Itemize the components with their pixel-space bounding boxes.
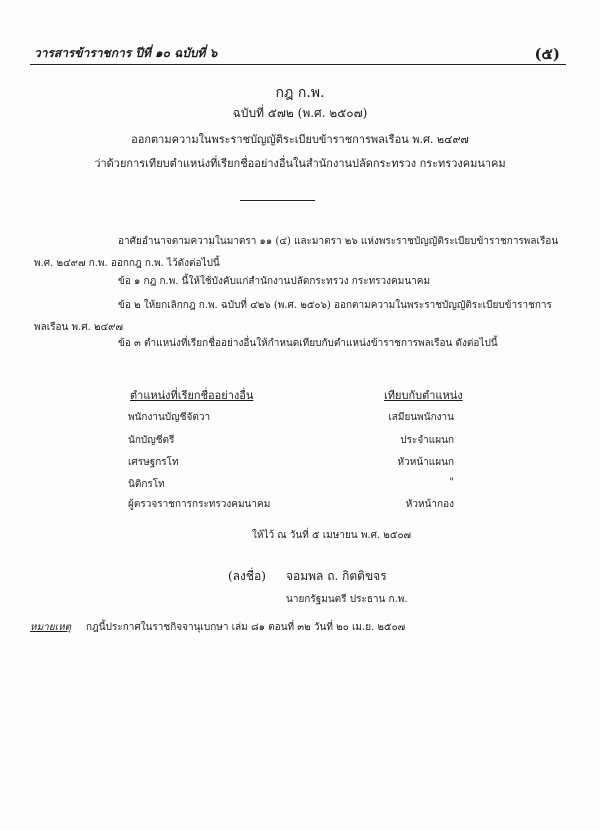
note-label: หมายเหตุ [30,622,72,633]
table-row-right: เสมียนพนักงาน [388,412,454,423]
table-row-right: หัวหน้าแผนก [397,457,454,468]
signed-label: (ลงชื่อ) [228,569,266,583]
signer-name: จอมพล ถ. กิตติขจร [286,569,387,583]
page-number: (๕) [534,45,560,63]
article-2-line1: ข้อ ๒ ให้ยกเลิกกฎ ก.พ. ฉบับที่ ๔๒๖ (พ.ศ. ๒๕๐๖) ออกตามความในพระราชบัญญัติระเบียบข้าราชการ [118,300,552,311]
note-text: กฎนี้ประกาศในราชกิจจานุเบกษา เล่ม ๘๑ ตอนที่ ๓๒ วันที่ ๒๐ เม.ย. ๒๕๐๗ [86,622,406,633]
table-row-right: " [449,477,454,488]
table-row-left: นิติกรโท [128,479,165,490]
regulation-subject-line2: ว่าด้วยการเทียบตำแหน่งที่เรียกชื่ออย่างอื่นในสำนักงานปลัดกระทรวง กระทรวงคมนาคม [94,157,506,170]
article-2-line2: พลเรือน พ.ศ. ๒๔๙๗ [34,322,124,333]
journal-header: วารสารข้าราชการ ปีที่ ๑๐ ฉบับที่ ๖ [34,46,218,60]
table-header-left: ตำแหน่งที่เรียกชื่ออย่างอื่น [130,389,254,402]
preamble-line1: อาศัยอำนาจตามความในมาตรา ๑๑ (๔) และมาตรา ๒๖ แห่งพระราชบัญญัติระเบียบข้าราชการพลเรือน [118,236,559,247]
title-divider [240,200,315,201]
table-header-right: เทียบกับตำแหน่ง [384,389,463,402]
table-row-left: นักบัญชีตรี [128,435,175,446]
signer-title: นายกรัฐมนตรี ประธาน ก.พ. [286,594,408,605]
given-date: ให้ไว้ ณ วันที่ ๕ เมษายน พ.ศ. ๒๕๐๗ [252,530,412,541]
table-row-left: เศรษฐกรโท [128,457,179,468]
regulation-number: ฉบับที่ ๕๗๒ (พ.ศ. ๒๕๐๗) [232,106,368,120]
regulation-title: กฎ ก.พ. [275,85,325,101]
regulation-subject-line1: ออกตามความในพระราชบัญญัติระเบียบข้าราชการพลเรือน พ.ศ. ๒๔๙๗ [131,133,469,146]
preamble-line2: พ.ศ. ๒๔๙๗ ก.พ. ออกกฎ ก.พ. ไว้ดังต่อไปนี้ [34,258,220,269]
article-1: ข้อ ๑ กฎ ก.พ. นี้ให้ใช้บังคับแก่สำนักงานปลัดกระทรวง กระทรวงคมนาคม [118,276,431,287]
table-row-right: หัวหน้ากอง [405,499,454,510]
table-row-left: พนักงานบัญชีจัตวา [128,412,211,423]
article-3: ข้อ ๓ ตำแหน่งที่เรียกชื่ออย่างอื่นให้กำหนดเทียบกับตำแหน่งข้าราชการพลเรือน ดังต่อไปนี้ [118,338,498,349]
table-row-right: ประจำแผนก [400,435,454,446]
header-divider [30,64,566,65]
table-row-left: ผู้ตรวจราชการกระทรวงคมนาคม [128,499,271,510]
